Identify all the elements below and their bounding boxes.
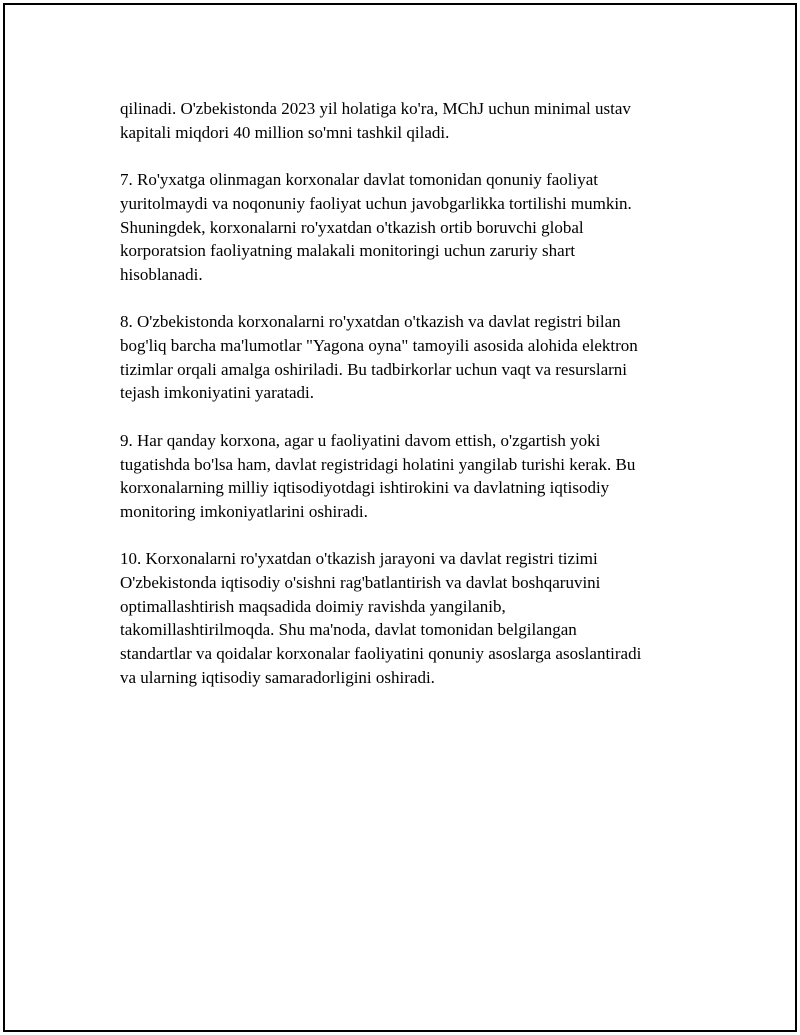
text-line: va ularning iqtisodiy samaradorligini oshiradi. (120, 667, 435, 687)
document-body (120, 97, 700, 713)
text-line: bog'liq barcha ma'lumotlar "Yagona oyna" tamoyili asosida alohida elektron (120, 336, 638, 355)
text-line: korporatsion faoliyatning malakali monitoringi uchun zaruriy shart (120, 241, 576, 261)
text-line: 10. Korxonalarni ro'yxatdan o'tkazish jarayoni va davlat registri tizimi (120, 549, 598, 569)
paragraph-continuation (120, 97, 700, 144)
text-line: takomillashtirilmoqda. Shu ma'noda, davlat tomonidan belgilangan (120, 620, 577, 640)
text-line: tugatishda bo'lsa ham, davlat registridagi holatini yangilab turishi kerak. Bu (120, 454, 636, 474)
text-line: 8. O'zbekistonda korxonalarni ro'yxatdan o'tkazish va davlat registri bilan (120, 312, 621, 332)
text-line: tejash imkoniyatini yaratadi. (120, 383, 315, 403)
text-line: korxonalarning milliy iqtisodiyotdagi ishtirokini va davlatning iqtisodiy (120, 478, 610, 498)
text-line: tizimlar orqali amalga oshiriladi. Bu tadbirkorlar uchun vaqt va resurslarni (120, 359, 628, 379)
text-line: kapitali miqdori 40 million so'mni tashkil qiladi. (120, 122, 450, 142)
text-line: O'zbekistonda iqtisodiy o'sishni rag'batlantirish va davlat boshqaruvini (120, 573, 601, 592)
text-line: qilinadi. O'zbekistonda 2023 yil holatiga ko'ra, MChJ uchun minimal ustav (120, 99, 631, 118)
text-line: optimallashtirish maqsadida doimiy ravishda yangilanib, (120, 596, 506, 616)
text-line: Shuningdek, korxonalarni ro'yxatdan o'tkazish ortib boruvchi global (120, 217, 584, 237)
text-line: yuritolmaydi va noqonuniy faoliyat uchun javobgarlikka tortilishi mumkin. (120, 193, 632, 213)
paragraph-item-9 (120, 429, 700, 524)
text-line: 9. Har qanday korxona, agar u faoliyatini davom ettish, o'zgartish yoki (120, 430, 601, 450)
text-line: hisoblanadi. (120, 264, 203, 284)
page-frame (3, 3, 797, 1032)
paragraph-item-7 (120, 168, 700, 287)
text-line: standartlar va qoidalar korxonalar faoliyatini qonuniy asoslarga asoslantiradi (120, 644, 642, 664)
text-line: monitoring imkoniyatlarini oshiradi. (120, 501, 368, 521)
paragraph-item-8 (120, 310, 700, 405)
text-line: 7. Ro'yxatga olinmagan korxonalar davlat tomonidan qonuniy faoliyat (120, 170, 599, 190)
paragraph-item-10 (120, 547, 700, 689)
